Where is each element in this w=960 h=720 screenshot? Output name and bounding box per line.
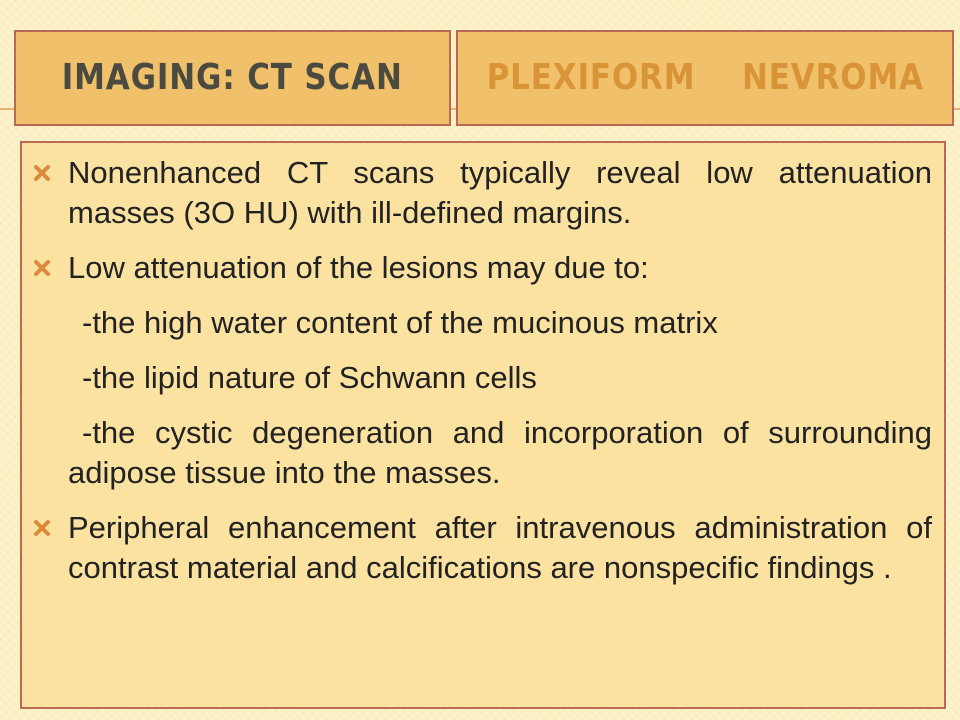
x-bullet-icon [32, 258, 52, 278]
title-box-right [456, 30, 954, 126]
x-bullet-icon [32, 518, 52, 538]
bullet-text: Nonenhanced CT scans typically reveal low attenuation masses (3O HU) with ill-defined margins. [68, 155, 932, 230]
bullet-item [22, 508, 942, 588]
bullet-text: Peripheral enhancement after intravenous administration of contrast material and calcifications are nonspecific findings . [68, 510, 932, 585]
slide-subtitle: PLEXIFORM NEVROMA [486, 57, 924, 98]
bullet-text: Low attenuation of the lesions may due to: [68, 250, 649, 285]
title-box-left [14, 30, 451, 126]
bullet-item [22, 248, 942, 288]
content-text [22, 153, 942, 603]
sub-item [22, 413, 942, 493]
content-box [20, 141, 946, 709]
slide-title: IMAGING: CT SCAN [62, 57, 403, 98]
x-bullet-icon [32, 163, 52, 183]
sub-item [22, 358, 942, 398]
sub-item-text: -the high water content of the mucinous matrix [82, 305, 718, 340]
sub-item-text: -the cystic degeneration and incorporation of surrounding adipose tissue into the masses. [68, 415, 932, 490]
sub-item-text: -the lipid nature of Schwann cells [82, 360, 537, 395]
bullet-item [22, 153, 942, 233]
sub-item [22, 303, 942, 343]
